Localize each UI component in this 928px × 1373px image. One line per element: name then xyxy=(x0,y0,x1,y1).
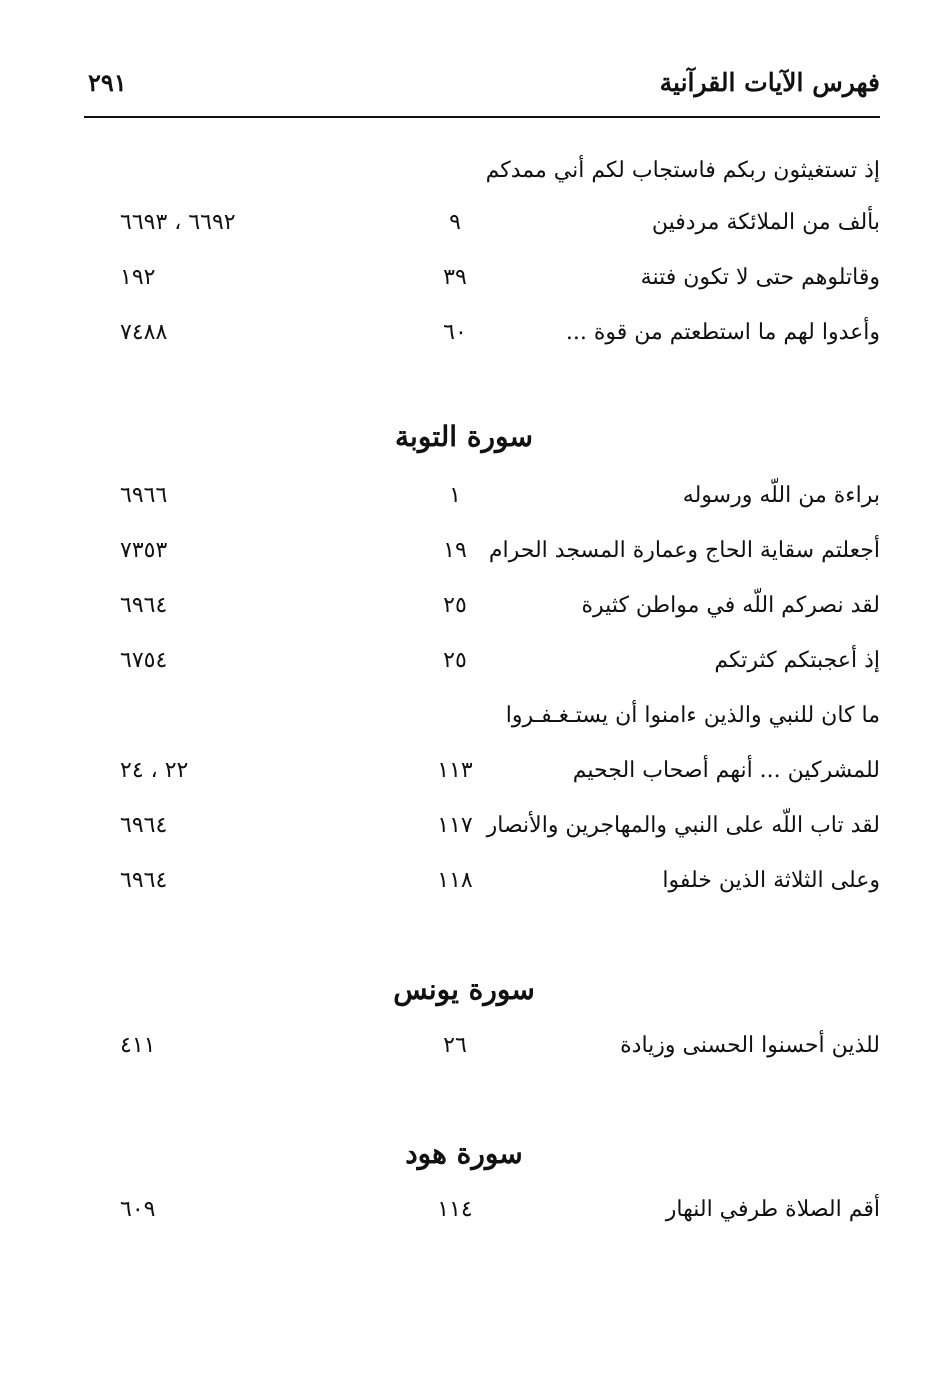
index-entry xyxy=(0,210,928,250)
page-header xyxy=(84,60,880,118)
verse-text: للذين أحسنوا الحسنى وزيادة xyxy=(620,1033,880,1058)
verse-text: بألف من الملائكة مردفين xyxy=(651,210,880,235)
hadith-refs: ٢٢ ، ٢٤ xyxy=(120,758,189,783)
hadith-refs: ١٩٢ xyxy=(120,265,156,290)
hadith-refs: ٦٠٩ xyxy=(120,1197,156,1222)
page-number: ٢٩١ xyxy=(88,68,127,97)
verse-text: وعلى الثلاثة الذين خلفوا xyxy=(662,868,880,893)
ayah-number: ١٩ xyxy=(443,538,467,563)
index-entry xyxy=(0,158,928,198)
surah-heading-tawbah: سورة التوبة xyxy=(395,420,533,453)
hadith-refs: ٧٤٨٨ xyxy=(120,320,168,345)
index-entry xyxy=(0,813,928,853)
hadith-refs: ٦٧٥٤ xyxy=(120,648,168,673)
index-entry xyxy=(0,648,928,688)
index-entry xyxy=(0,1033,928,1073)
verse-text: لقد تاب اللّه على النبي والمهاجرين والأنصار xyxy=(486,813,880,838)
index-entry xyxy=(0,483,928,523)
verse-text: أقم الصلاة طرفي النهار xyxy=(665,1197,880,1222)
ayah-number: ٣٩ xyxy=(443,265,467,290)
ayah-number: ٢٦ xyxy=(443,1033,467,1058)
verse-text: لقد نصركم اللّه في مواطن كثيرة xyxy=(581,593,880,618)
verse-text: أجعلتم سقاية الحاج وعمارة المسجد الحرام xyxy=(488,538,880,563)
verse-text: إذ تستغيثون ربكم فاستجاب لكم أني ممدكم xyxy=(485,158,880,183)
index-entry xyxy=(0,265,928,305)
index-title: فهرس الآيات القرآنية xyxy=(659,68,880,97)
hadith-refs: ٦٦٩٢ ، ٦٦٩٣ xyxy=(120,210,236,235)
verse-text: براءة من اللّه ورسوله xyxy=(682,483,880,508)
hadith-refs: ٦٩٦٤ xyxy=(120,813,168,838)
verse-text: ما كان للنبي والذين ءامنوا أن يستـغـفـروا xyxy=(505,703,880,728)
hadith-refs: ٧٣٥٣ xyxy=(120,538,168,563)
index-entry xyxy=(0,868,928,908)
hadith-refs: ٦٩٦٤ xyxy=(120,593,168,618)
index-entry xyxy=(0,593,928,633)
ayah-number: ٩ xyxy=(449,210,461,235)
surah-heading-hud: سورة هود xyxy=(405,1137,523,1170)
ayah-number: ١١٣ xyxy=(437,758,473,783)
ayah-number: ٢٥ xyxy=(443,648,467,673)
ayah-number: ١١٤ xyxy=(437,1197,473,1222)
ayah-number: ٦٠ xyxy=(443,320,467,345)
ayah-number: ٢٥ xyxy=(443,593,467,618)
index-entry xyxy=(0,1197,928,1237)
ayah-number: ١١٨ xyxy=(437,868,473,893)
ayah-number: ١ xyxy=(449,483,461,508)
verse-text: وأعدوا لهم ما استطعتم من قوة ... xyxy=(565,320,880,345)
surah-heading-yunus: سورة يونس xyxy=(393,973,535,1006)
hadith-refs: ٦٩٦٤ xyxy=(120,868,168,893)
verse-text: إذ أعجبتكم كثرتكم xyxy=(714,648,880,673)
ayah-number: ١١٧ xyxy=(437,813,473,838)
index-entry xyxy=(0,538,928,578)
index-entry xyxy=(0,320,928,360)
verse-text: للمشركين ... أنهم أصحاب الجحيم xyxy=(572,758,880,783)
index-entry xyxy=(0,758,928,798)
verse-text: وقاتلوهم حتى لا تكون فتنة xyxy=(640,265,880,290)
hadith-refs: ٦٩٦٦ xyxy=(120,483,168,508)
index-entry xyxy=(0,703,928,743)
hadith-refs: ٤١١ xyxy=(120,1033,156,1058)
